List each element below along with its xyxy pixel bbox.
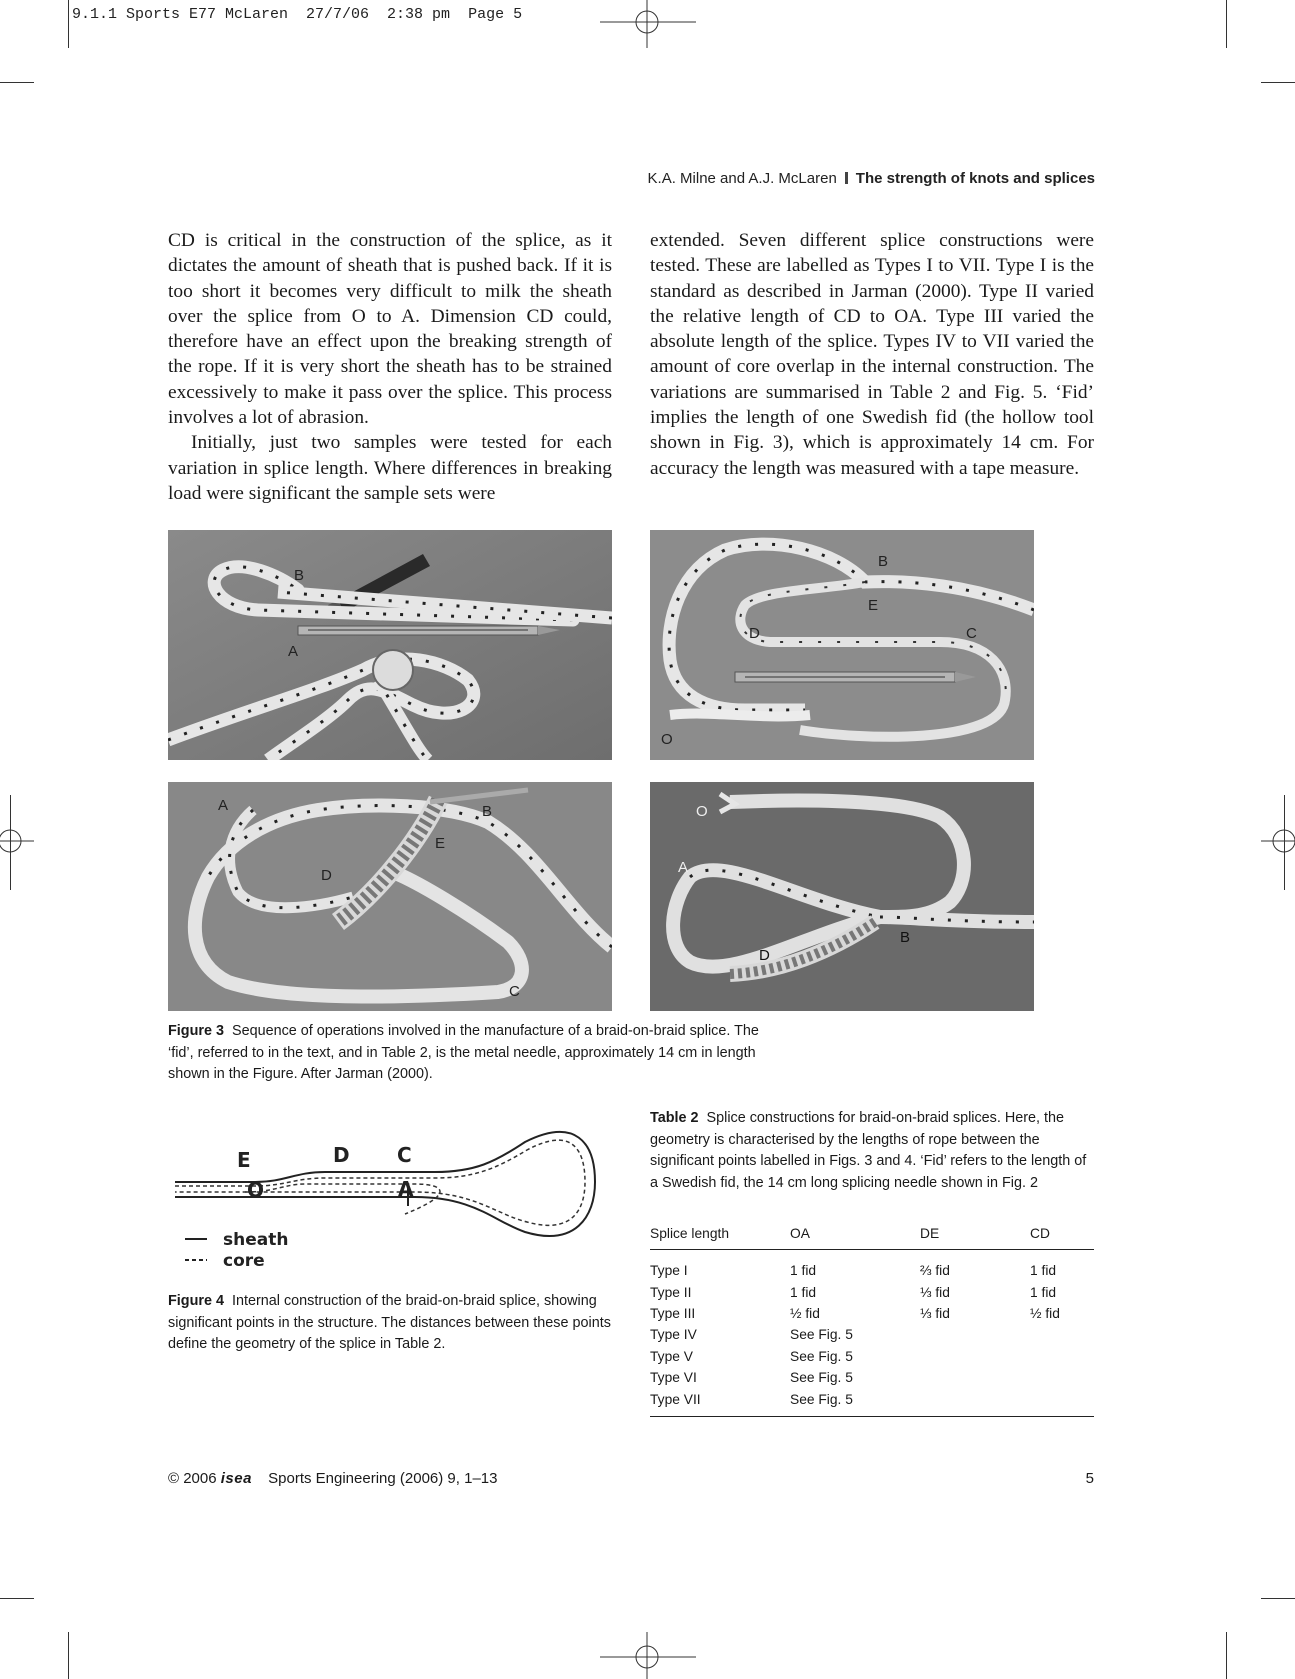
table-cell: Type VII xyxy=(650,1391,701,1407)
photo-label-b: B xyxy=(900,929,911,946)
table-cell: Type III xyxy=(650,1305,696,1321)
figure3-photo-4 xyxy=(650,782,1034,1011)
photo-label-b: B xyxy=(482,803,493,820)
photo-label-e: E xyxy=(435,835,446,852)
table-cell: ⅔ fid xyxy=(920,1263,950,1279)
table2-caption xyxy=(650,1108,1094,1194)
body-column-left xyxy=(168,228,612,506)
registration-mark-bottom xyxy=(600,1632,696,1679)
table-cell: ½ fid xyxy=(790,1305,820,1321)
table-cell: Type I xyxy=(650,1263,688,1279)
table2-label: Table 2 xyxy=(650,1110,699,1126)
photo-label-b: B xyxy=(294,567,305,584)
diagram-label-a: A xyxy=(398,1177,414,1201)
table-row xyxy=(650,1281,1094,1302)
table-cell: See Fig. 5 xyxy=(790,1370,853,1386)
table-header-cell: CD xyxy=(1030,1226,1094,1250)
table-header-cell: DE xyxy=(920,1226,1030,1250)
diagram-label-c: C xyxy=(397,1143,412,1167)
page-number: 5 xyxy=(1085,1470,1094,1487)
figure4-text: Internal construction of the braid-on-braid splice, showing significant points in the structure. The distances between these points define the geometry of the splice in Table 2. xyxy=(168,1293,611,1352)
table-header-row xyxy=(650,1226,1094,1250)
table-cell: Type VI xyxy=(650,1370,697,1386)
footer-citation-text: (2006) 9, 1–13 xyxy=(399,1470,498,1487)
footer-journal: Sports Engineering xyxy=(268,1470,396,1487)
table-cell: 1 fid xyxy=(1030,1263,1057,1279)
table-row xyxy=(650,1303,1094,1324)
table-cell: ⅓ fid xyxy=(920,1305,950,1321)
diagram-label-d: D xyxy=(333,1143,350,1167)
table-cell: 1 fid xyxy=(1030,1284,1057,1300)
table-cell: 1 fid xyxy=(790,1284,817,1300)
table-row xyxy=(650,1324,1094,1345)
table-cell: See Fig. 5 xyxy=(790,1348,853,1364)
body-column-right xyxy=(650,228,1094,481)
photo-label-d: D xyxy=(749,625,760,642)
table-cell xyxy=(1030,1346,1094,1367)
legend-sheath: sheath xyxy=(223,1230,289,1250)
table-cell: See Fig. 5 xyxy=(790,1327,853,1343)
header-title: The strength of knots and splices xyxy=(855,170,1095,187)
table-row xyxy=(650,1367,1094,1388)
slug-line: 9.1.1 Sports E77 McLaren 27/7/06 2:38 pm Page 5 xyxy=(72,6,523,23)
table-cell xyxy=(920,1367,1030,1388)
table-cell: Type IV xyxy=(650,1327,697,1343)
table-row xyxy=(650,1346,1094,1367)
table-cell: Type II xyxy=(650,1284,692,1300)
photo-label-o: O xyxy=(661,731,673,748)
table-cell: ½ fid xyxy=(1030,1305,1060,1321)
table-cell: Type V xyxy=(650,1348,693,1364)
header-separator xyxy=(845,172,848,184)
registration-mark-top xyxy=(600,0,696,48)
registration-mark-left xyxy=(0,818,34,864)
figure3-photo-1 xyxy=(168,530,612,760)
table-row xyxy=(650,1250,1094,1282)
table-cell xyxy=(1030,1388,1094,1416)
fid-needle xyxy=(298,626,560,635)
photo-label-a: A xyxy=(678,859,689,876)
table-cell xyxy=(1030,1367,1094,1388)
photo-label-o: O xyxy=(696,803,708,820)
photo-label-c: C xyxy=(509,983,520,1000)
paragraph: extended. Seven different splice constructions were tested. These are labelled as Types I to VII. Type I is the standard as described in Jarman (2000). Type II varied the relative length of CD to OA. Type III varied the absolute length of the splice. Types IV to VII varied the amount of core overlap in the internal construction. The variations are summarised in Table 2 and Fig. 5. ‘Fid’ implies the length of one Swedish fid (the hollow tool shown in Fig. 3), which is approximately 14 cm. For accuracy the length was measured with a tape measure. xyxy=(650,230,1094,479)
figure4-caption xyxy=(168,1291,616,1356)
table-row xyxy=(650,1388,1094,1416)
figure3-label: Figure 3 xyxy=(168,1023,224,1039)
table-header-cell: Splice length xyxy=(650,1226,790,1250)
photo-label-e: E xyxy=(868,597,879,614)
paragraph: CD is critical in the construction of the splice, as it dictates the amount of sheath that is pushed back. If it is too short it becomes very difficult to milk the sheath over the splice from O to A. Dimension CD could, therefore have an effect upon the breaking strength of the rope. If it is very short the sheath has to be strained excessively to make it pass over the splice. This process involves a lot of abrasion. xyxy=(168,230,612,429)
figure4-diagram xyxy=(175,1122,605,1272)
table2 xyxy=(650,1226,1094,1417)
photo-label-d: D xyxy=(321,867,332,884)
figure3-text: Sequence of operations involved in the manufacture of a braid-on-braid splice. The ‘fid’, referred to in the text, and in Table 2, is the metal needle, approximately 14 cm in length shown in the Figure. After Jarman (2000). xyxy=(168,1023,759,1082)
table-cell: See Fig. 5 xyxy=(790,1391,853,1407)
running-header xyxy=(648,170,1095,187)
paragraph: Initially, just two samples were tested for each variation in splice length. Where differences in breaking load were significant the sample sets were xyxy=(168,432,612,504)
footer-citation xyxy=(168,1470,497,1487)
diagram-label-e: E xyxy=(237,1148,251,1172)
diagram-label-o: O xyxy=(247,1178,265,1202)
photo-label-b: B xyxy=(878,553,889,570)
table-header-cell: OA xyxy=(790,1226,920,1250)
photo-label-a: A xyxy=(218,797,229,814)
table-cell: 1 fid xyxy=(790,1263,817,1279)
table-cell: ⅓ fid xyxy=(920,1284,950,1300)
legend-core: core xyxy=(223,1251,265,1271)
publisher-logo: isea xyxy=(220,1470,252,1487)
photo-label-a: A xyxy=(288,643,299,660)
photo-label-c: C xyxy=(966,625,977,642)
figure3-photo-2 xyxy=(650,530,1034,760)
table-cell xyxy=(920,1324,1030,1345)
figure3-photo-3 xyxy=(168,782,612,1011)
header-authors: K.A. Milne and A.J. McLaren xyxy=(647,170,837,187)
figure3-caption xyxy=(168,1021,768,1086)
registration-mark-right xyxy=(1261,818,1295,864)
photo-label-d: D xyxy=(759,947,770,964)
table-cell xyxy=(920,1346,1030,1367)
table-cell xyxy=(920,1388,1030,1416)
table-cell xyxy=(1030,1324,1094,1345)
figure4-label: Figure 4 xyxy=(168,1293,224,1309)
table2-text: Splice constructions for braid-on-braid splices. Here, the geometry is characterised by the lengths of rope between the significant points labelled in Figs. 3 and 4. ‘Fid’ refers to the length of a Swedish fid, the 14 cm long splicing needle shown in Fig. 2 xyxy=(650,1110,1087,1191)
footer-copyright: © 2006 xyxy=(168,1470,217,1487)
